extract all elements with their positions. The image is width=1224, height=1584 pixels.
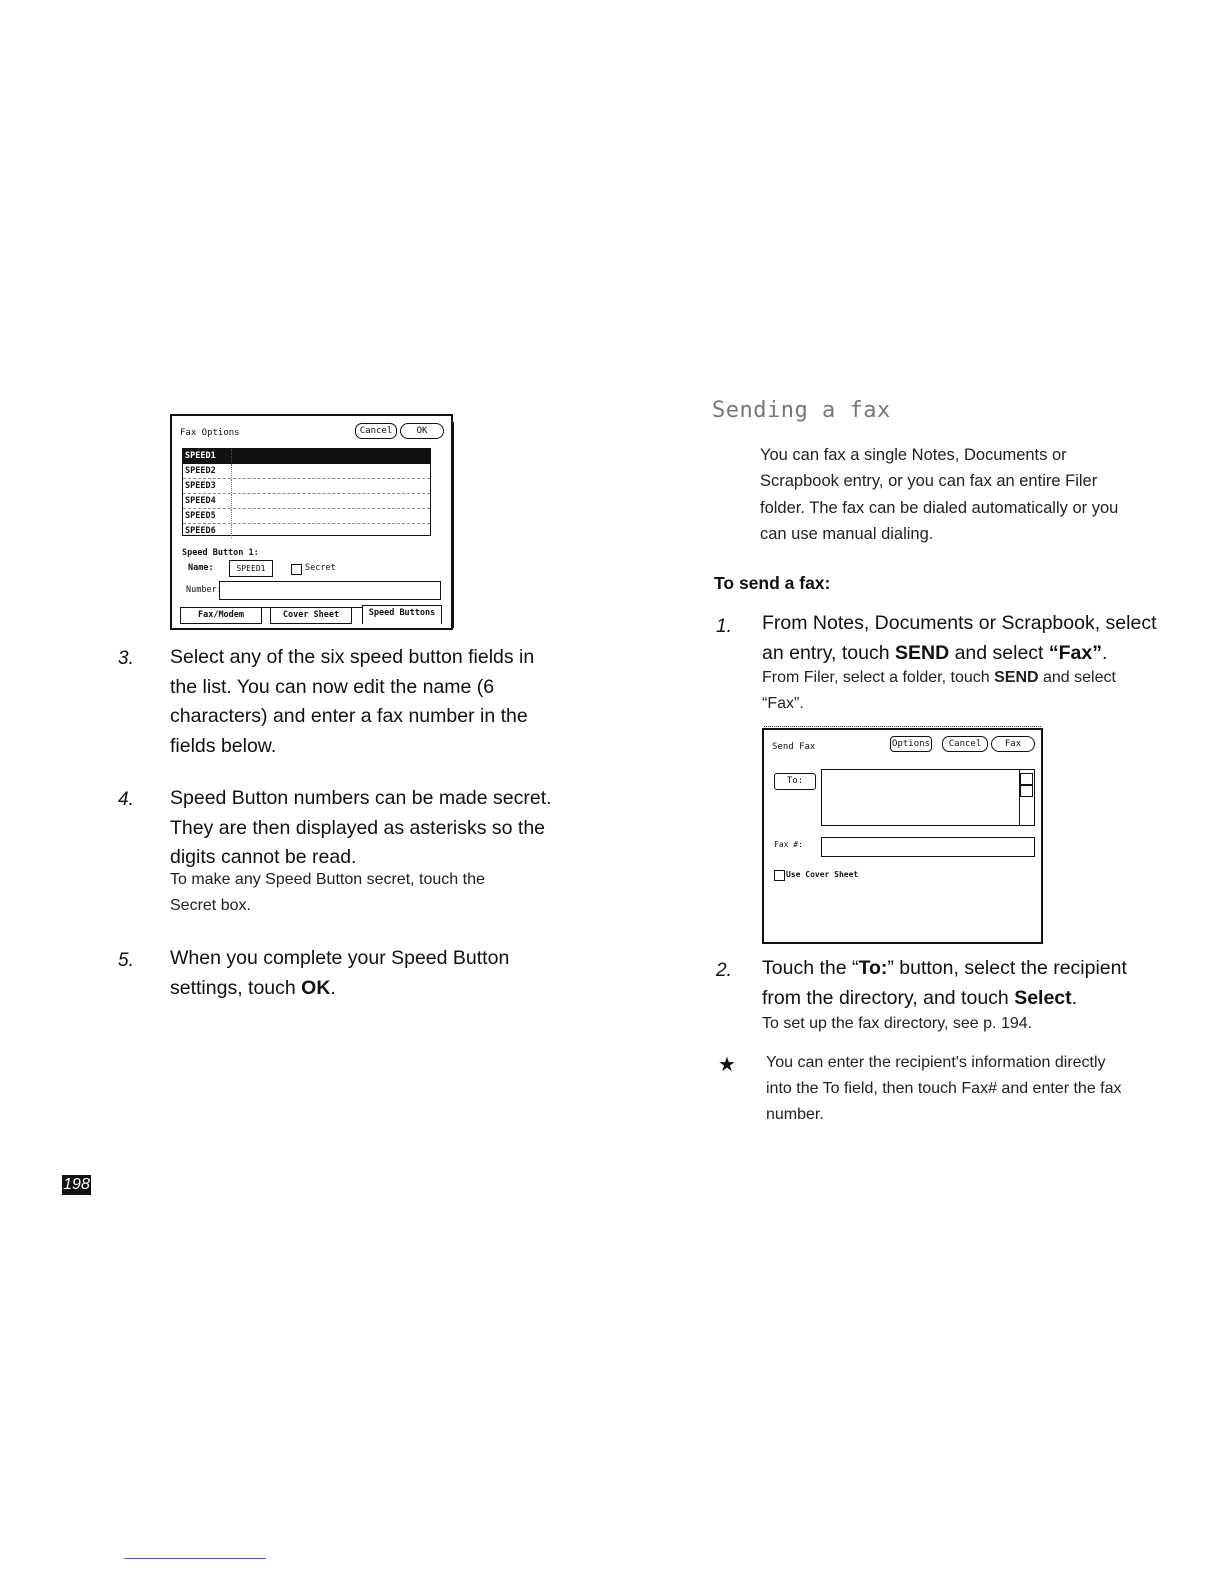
tab-fax-modem[interactable]: Fax/Modem — [180, 608, 262, 624]
speed-list-item[interactable]: SPEED4 — [183, 494, 430, 509]
fax-options-dialog — [170, 414, 453, 630]
step-1-text: From Notes, Documents or Scrapbook, select an entry, touch SEND and select “Fax”. — [762, 612, 1157, 664]
name-label: Name: — [188, 563, 214, 573]
scrollbar[interactable] — [1018, 769, 1035, 826]
tab-cover-sheet[interactable]: Cover Sheet — [270, 608, 352, 624]
cover-sheet-label: Use Cover Sheet — [786, 870, 859, 879]
ok-button[interactable]: OK — [400, 423, 444, 439]
to-field[interactable] — [821, 769, 1020, 826]
fax-button[interactable]: Fax — [991, 736, 1035, 752]
dialog-title: Send Fax — [772, 742, 816, 752]
star-icon: ★ — [718, 1054, 736, 1076]
procedure-heading: To send a fax: — [714, 573, 831, 593]
section-heading: Sending a fax — [712, 398, 891, 423]
section-intro: You can fax a single Notes, Documents or Scrapbook entry, or you can fax an entire Filer folder. The fax can be dialed automatically or you can use manual dialing. — [760, 446, 1119, 543]
page-number: 198 — [63, 1176, 90, 1193]
step-number: 3. — [118, 648, 134, 669]
step-5-text: When you complete your Speed Button settings, touch OK. — [170, 947, 510, 999]
scroll-down-icon[interactable] — [1020, 785, 1033, 797]
fax-number-field[interactable] — [821, 837, 1035, 857]
tab-speed-buttons[interactable]: Speed Buttons — [362, 605, 442, 624]
step-4-text: Speed Button numbers can be made secret. They are then displayed as asterisks so the digits cannot be read. — [170, 787, 552, 868]
cancel-button[interactable]: Cancel — [355, 423, 397, 439]
step-number: 4. — [118, 789, 134, 810]
send-fax-dialog — [762, 728, 1043, 944]
step-number: 2. — [716, 960, 732, 981]
secret-label: Secret — [305, 563, 336, 573]
step-number: 5. — [118, 950, 134, 971]
fax-number-label: Fax #: — [774, 840, 803, 849]
cancel-button[interactable]: Cancel — [942, 736, 988, 752]
step-number: 1. — [716, 616, 732, 637]
to-button[interactable]: To: — [774, 773, 816, 790]
speed-list-item[interactable]: SPEED3 — [183, 479, 430, 494]
speed-list-item[interactable]: SPEED2 — [183, 464, 430, 479]
number-field[interactable] — [219, 581, 441, 600]
secret-checkbox[interactable] — [291, 564, 302, 575]
cover-sheet-checkbox[interactable] — [774, 870, 785, 881]
speed-button-label: Speed Button 1: — [182, 548, 259, 558]
speed-list-item[interactable]: SPEED5 — [183, 509, 430, 524]
step-4-note: To make any Speed Button secret, touch the Secret box. — [170, 871, 485, 914]
dialog-tabs — [180, 607, 440, 624]
footer-rule — [124, 1558, 266, 1559]
speed-list-item[interactable]: SPEED1 — [183, 449, 430, 464]
step-3-text: Select any of the six speed button fields in the list. You can now edit the name (6 characters) and enter a fax number in the fields below. — [170, 646, 535, 757]
step-2-note: To set up the fax directory, see p. 194. — [762, 1015, 1033, 1032]
step-2-text: Touch the “To:” button, select the recipient from the directory, and touch Select. — [762, 957, 1127, 1009]
step-1-note: From Filer, select a folder, touch SEND and select “Fax”. — [762, 669, 1116, 712]
name-field[interactable]: SPEED1 — [229, 560, 273, 577]
number-label: Number: — [186, 585, 222, 595]
tip-text: You can enter the recipient's information directly into the To field, then touch Fax# and enter the fax number. — [766, 1054, 1122, 1123]
options-button[interactable]: Options — [890, 736, 932, 752]
scroll-up-icon[interactable] — [1020, 773, 1033, 785]
dialog-title: Fax Options — [180, 428, 240, 438]
speed-list-item[interactable]: SPEED6 — [183, 524, 430, 538]
speed-button-list — [182, 448, 431, 536]
